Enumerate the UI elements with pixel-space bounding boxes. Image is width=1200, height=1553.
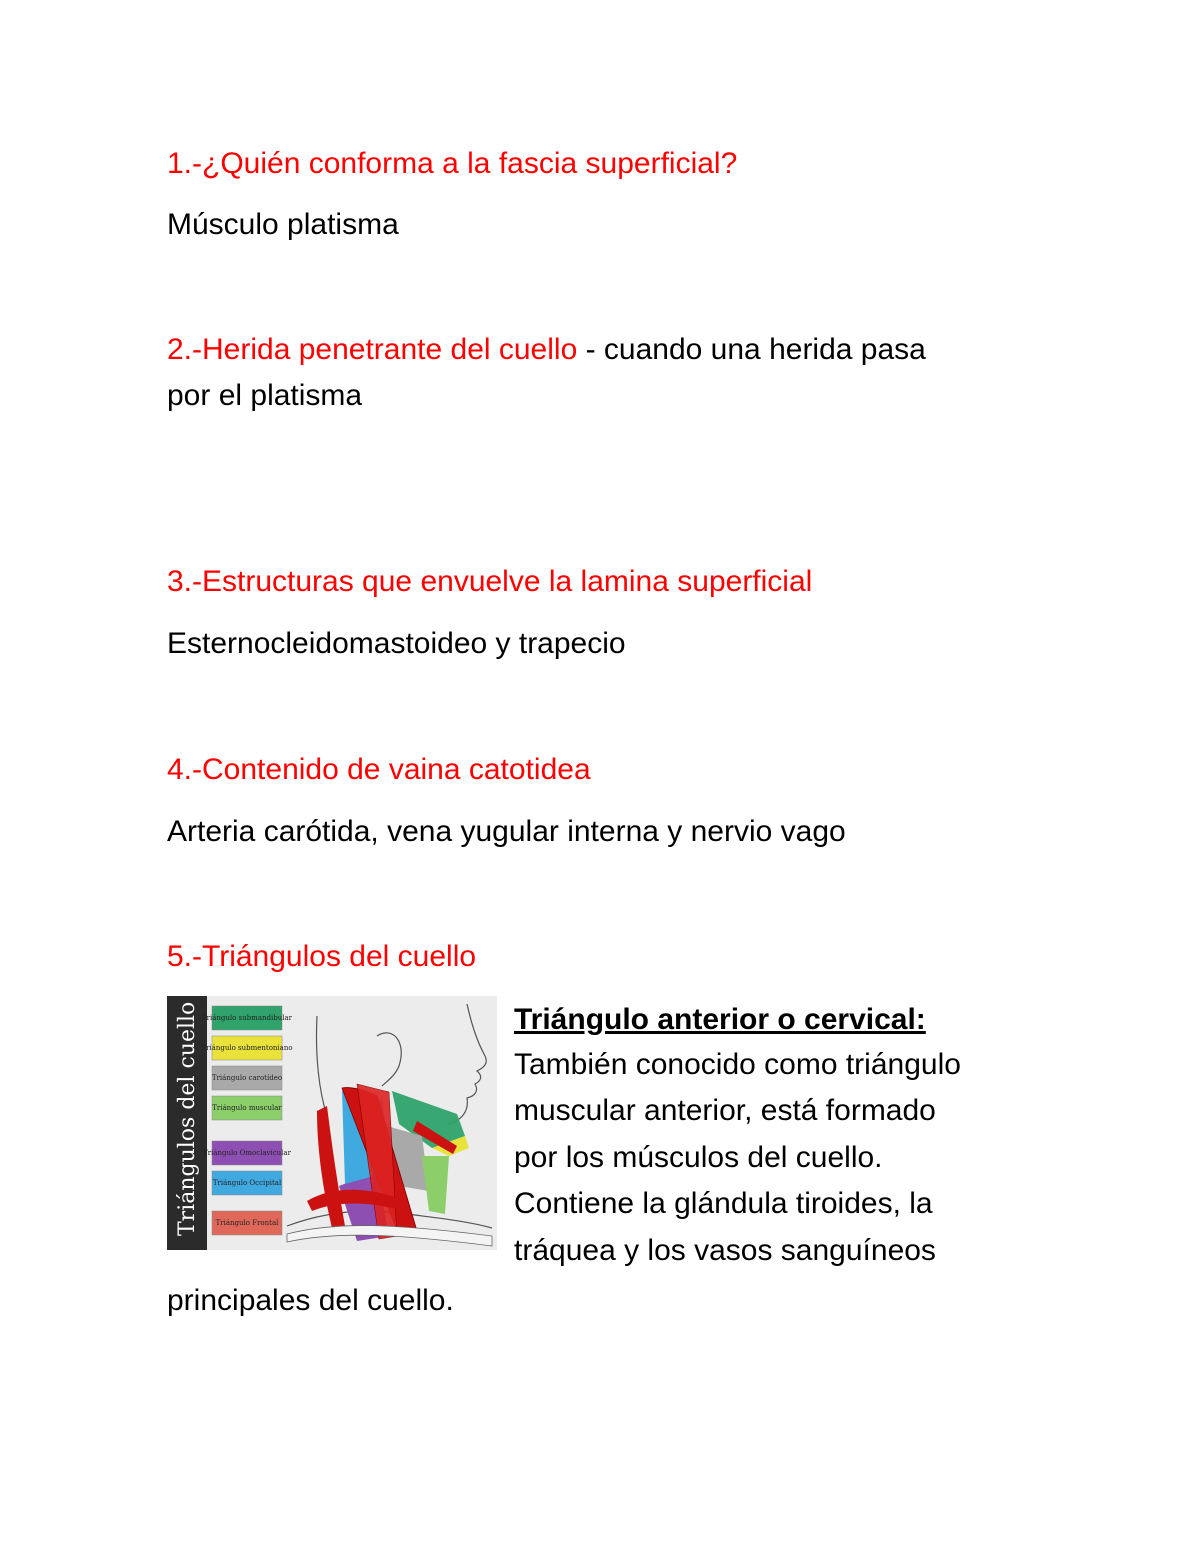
triangle-line-5: tráquea y los vasos sanguíneos (514, 1234, 936, 1267)
answer-1: Músculo platisma (167, 208, 399, 241)
answer-2-line2: por el platisma (167, 379, 363, 412)
question-1: 1.-¿Quién conforma a la fascia superficial? (167, 147, 738, 180)
figure-title: Triángulos del cuello (175, 1001, 200, 1236)
legend-label-1: Triángulo submandibular (202, 1014, 292, 1022)
triangle-line-3: por los músculos del cuello. (514, 1141, 883, 1174)
legend-label-5: Triángulo Omoclavicular (203, 1149, 291, 1157)
triangle-line-2: muscular anterior, está formado (514, 1094, 936, 1127)
triangle-line-1: También conocido como triángulo (514, 1048, 961, 1081)
question-5: 5.-Triángulos del cuello (167, 940, 477, 973)
triangle-line-4: Contiene la glándula tiroides, la (514, 1187, 933, 1220)
triangle-heading: Triángulo anterior o cervical: (514, 1003, 926, 1036)
answer-4: Arteria carótida, vena yugular interna y nervio vago (167, 815, 846, 848)
legend-label-3: Triángulo carotídeo (211, 1074, 283, 1082)
legend-label-4: Triángulo muscular (212, 1104, 282, 1112)
answer-2-inline: - cuando una herida pasa (577, 333, 926, 366)
question-2-line (167, 332, 926, 368)
legend-label-7: Triángulo Frontal (215, 1219, 279, 1227)
answer-3: Esternocleidomastoideo y trapecio (167, 627, 626, 660)
triangle-last-line: principales del cuello. (167, 1284, 454, 1317)
question-3: 3.-Estructuras que envuelve la lamina superficial (167, 565, 813, 598)
legend-label-2: Triángulo submentoniano (201, 1044, 293, 1052)
neck-triangles-figure (167, 996, 497, 1250)
legend-label-6: Triángulo Occipital (212, 1179, 282, 1187)
question-2: 2.-Herida penetrante del cuello (167, 333, 578, 366)
question-4: 4.-Contenido de vaina catotidea (167, 753, 591, 786)
